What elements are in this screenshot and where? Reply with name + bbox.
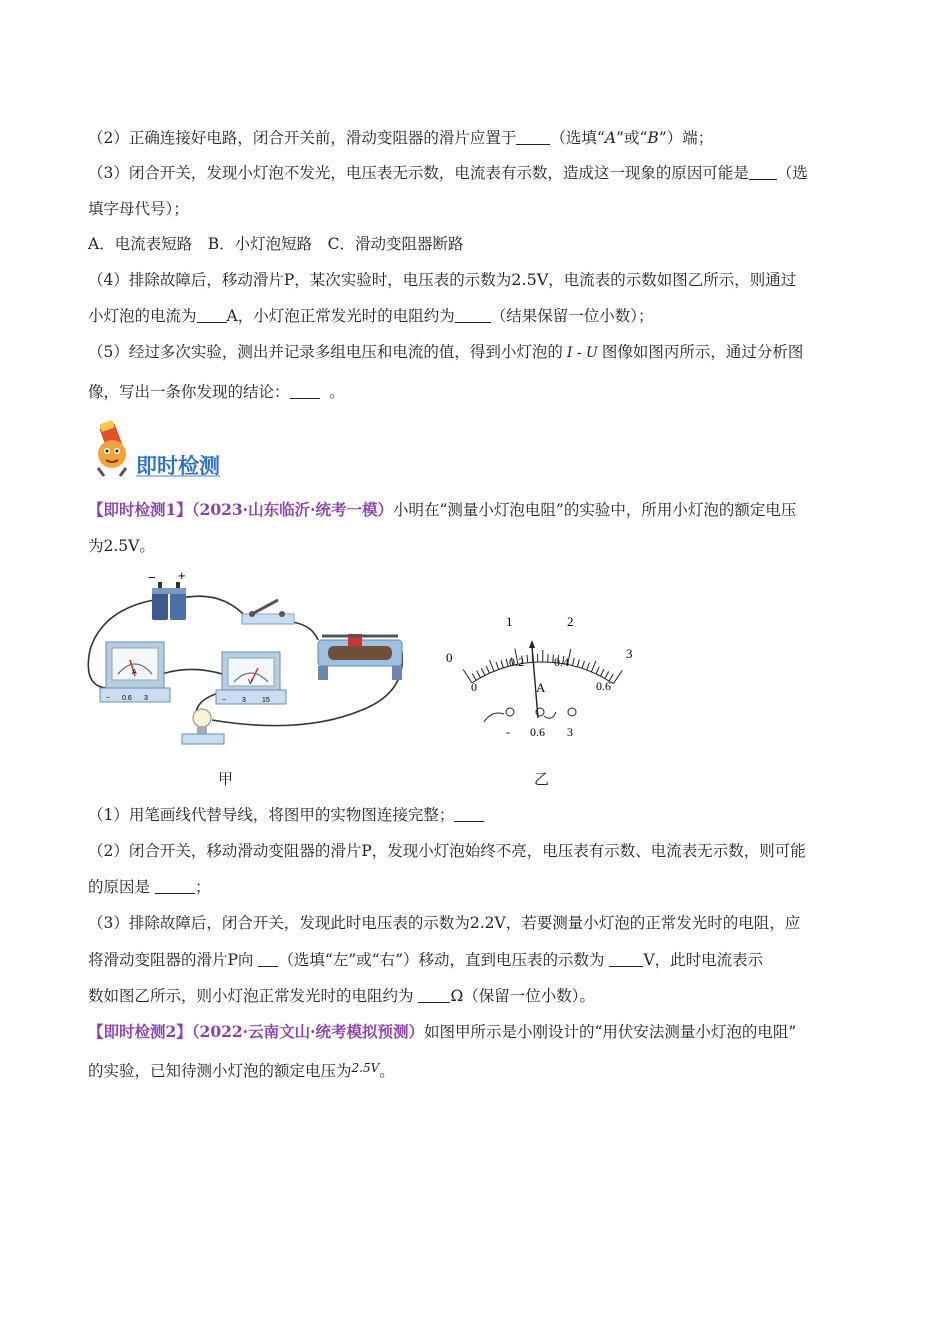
- ammeter-terminal-label: 0.6: [122, 695, 132, 702]
- ammeter-terminal-label: 3: [144, 695, 148, 702]
- dial-tick: [587, 663, 590, 670]
- dial-tick: [600, 669, 604, 676]
- wire: [182, 596, 247, 618]
- dial-tick: [572, 658, 574, 666]
- section-title: 即时检测: [136, 454, 220, 478]
- question-5-line2: 像，写出一条你发现的结论： 。: [88, 383, 345, 401]
- answer-blank[interactable]: [454, 807, 484, 822]
- voltmeter-terminal-label: 15: [262, 697, 270, 704]
- wire: [292, 622, 318, 640]
- answer-blank[interactable]: [418, 988, 450, 1003]
- dial-unit-label: A: [536, 680, 546, 695]
- options-line: A．电流表短路 B．小灯泡短路 C．滑动变阻器断路: [88, 235, 464, 253]
- answer-blank[interactable]: [290, 384, 320, 399]
- terminal: [568, 708, 576, 716]
- light-bulb-icon: [182, 709, 224, 744]
- question-5-line1: （5）经过多次实验，测出并记录多组电压和电流的值，得到小灯泡的 I - U 图像如图丙所示，通过分析图: [88, 343, 804, 361]
- switch-icon: [242, 600, 294, 624]
- section-heading: [90, 420, 240, 482]
- dial-top-label: 3: [626, 646, 633, 661]
- ammeter-dial-figure: [440, 600, 650, 750]
- dial-tick: [506, 659, 508, 667]
- dial-tick: [477, 671, 481, 678]
- wire: [544, 712, 556, 718]
- dial-tick: [486, 666, 489, 673]
- question-4-line2: 小灯泡的电流为 A，小灯泡正常发光时的电阻约为 （结果保留一位小数）；: [88, 307, 654, 325]
- dial-bottom-label: 0.6: [596, 679, 611, 693]
- dial-bottom-label: 0.2: [509, 655, 524, 669]
- sub-question-2-line2: 的原因是 ；: [88, 878, 211, 896]
- dial-tick: [582, 661, 584, 669]
- dial-tick: [527, 655, 528, 663]
- battery-icon: [152, 582, 186, 620]
- answer-blank[interactable]: [609, 952, 643, 967]
- pencil-mascot-icon: [90, 420, 140, 480]
- dial-top-label: 2: [567, 614, 574, 629]
- question-3-line1: （3）闭合开关，发现小灯泡不发光，电压表无示数，电流表有示数，造成这一现象的原因可能是 （选: [88, 164, 808, 182]
- answer-blank[interactable]: [197, 308, 227, 323]
- dial-top-label: 0: [446, 650, 453, 665]
- sub-question-1: （1）用笔画线代替导线，将图甲的实物图连接完整；: [88, 805, 484, 825]
- answer-blank[interactable]: [455, 308, 491, 323]
- test2-line2: 的实验，已知待测小灯泡的额定电压为$^{2.5V}$。: [88, 1061, 395, 1080]
- dial-tick: [591, 661, 596, 672]
- dial-tick: [501, 660, 503, 668]
- test1-line2: 为2.5V。: [88, 537, 155, 555]
- dial-tick: [596, 667, 599, 674]
- question-2: （2）正确连接好电路，闭合开关前，滑动变阻器的滑片应置于 （选填“A”或“B”）端；: [88, 129, 714, 147]
- dial-terminal-label: 0.6: [530, 725, 545, 739]
- dial-terminal-label: -: [506, 725, 510, 739]
- dial-tick: [613, 670, 622, 683]
- ammeter-letter: A: [132, 669, 137, 676]
- dial-tick: [490, 660, 494, 671]
- dial-tick: [481, 668, 485, 675]
- voltmeter-terminal-label: −: [222, 697, 227, 704]
- figure-label-yi: 乙: [534, 770, 550, 788]
- sub-question-3-line2: 将滑动变阻器的滑片P向 （选填“左”或“右”）移动，直到电压表的示数为 V，此时电流表示: [88, 951, 764, 969]
- answer-blank[interactable]: [155, 879, 195, 894]
- dial-bottom-label: 0: [471, 680, 477, 694]
- battery-minus-label: −: [148, 570, 156, 585]
- sub-question-3-line3: 数如图乙所示，则小灯泡正常发光时的电阻约为 Ω（保留一位小数）。: [88, 987, 596, 1005]
- circuit-figure: [82, 570, 412, 760]
- dial-top-label: 1: [506, 614, 513, 629]
- sub-question-2-line1: （2）闭合开关，移动滑动变阻器的滑片P，发现小灯泡始终不亮，电压表有示数、电流表无示数，则可能: [88, 842, 806, 860]
- voltmeter-terminal-label: 3: [242, 697, 246, 704]
- figure-label-jia: 甲: [218, 770, 234, 788]
- battery-plus-label: +: [178, 570, 186, 583]
- answer-blank[interactable]: [749, 165, 777, 180]
- question-3-line2: 填字母代号）；: [88, 200, 189, 218]
- ammeter-terminal-label: −: [106, 695, 111, 702]
- test2-line1: 【即时检测2】（2022·云南文山·统考模拟预测）如图甲所示是小刚设计的“用伏安法测量小灯泡的电阻”: [88, 1022, 797, 1041]
- test1-line1: 【即时检测1】（2023·山东临沂·统考一模）小明在“测量小灯泡电阻”的实验中，所用小灯泡的额定电压: [88, 500, 797, 519]
- dial-bottom-label: 0.4: [554, 655, 569, 669]
- voltmeter-letter: V: [248, 679, 253, 686]
- terminal: [506, 708, 514, 716]
- question-4-line1: （4）排除故障后，移动滑片P，某次实验时，电压表的示数为2.5V，电流表的示数如图乙所示，则通过: [88, 270, 797, 289]
- rheostat-icon: [318, 634, 402, 680]
- wire: [484, 713, 504, 722]
- dial-tick: [605, 671, 609, 678]
- answer-blank[interactable]: [258, 952, 278, 967]
- dial-tick: [577, 659, 579, 667]
- sub-question-3-line1: （3）排除故障后，闭合开关，发现此时电压表的示数为2.2V，若要测量小灯泡的正常发光时的电阻，应: [88, 914, 801, 932]
- voltmeter-icon: [216, 652, 286, 704]
- answer-blank[interactable]: [516, 130, 550, 145]
- dial-terminal-label: 3: [567, 725, 573, 739]
- dial-tick: [496, 662, 499, 670]
